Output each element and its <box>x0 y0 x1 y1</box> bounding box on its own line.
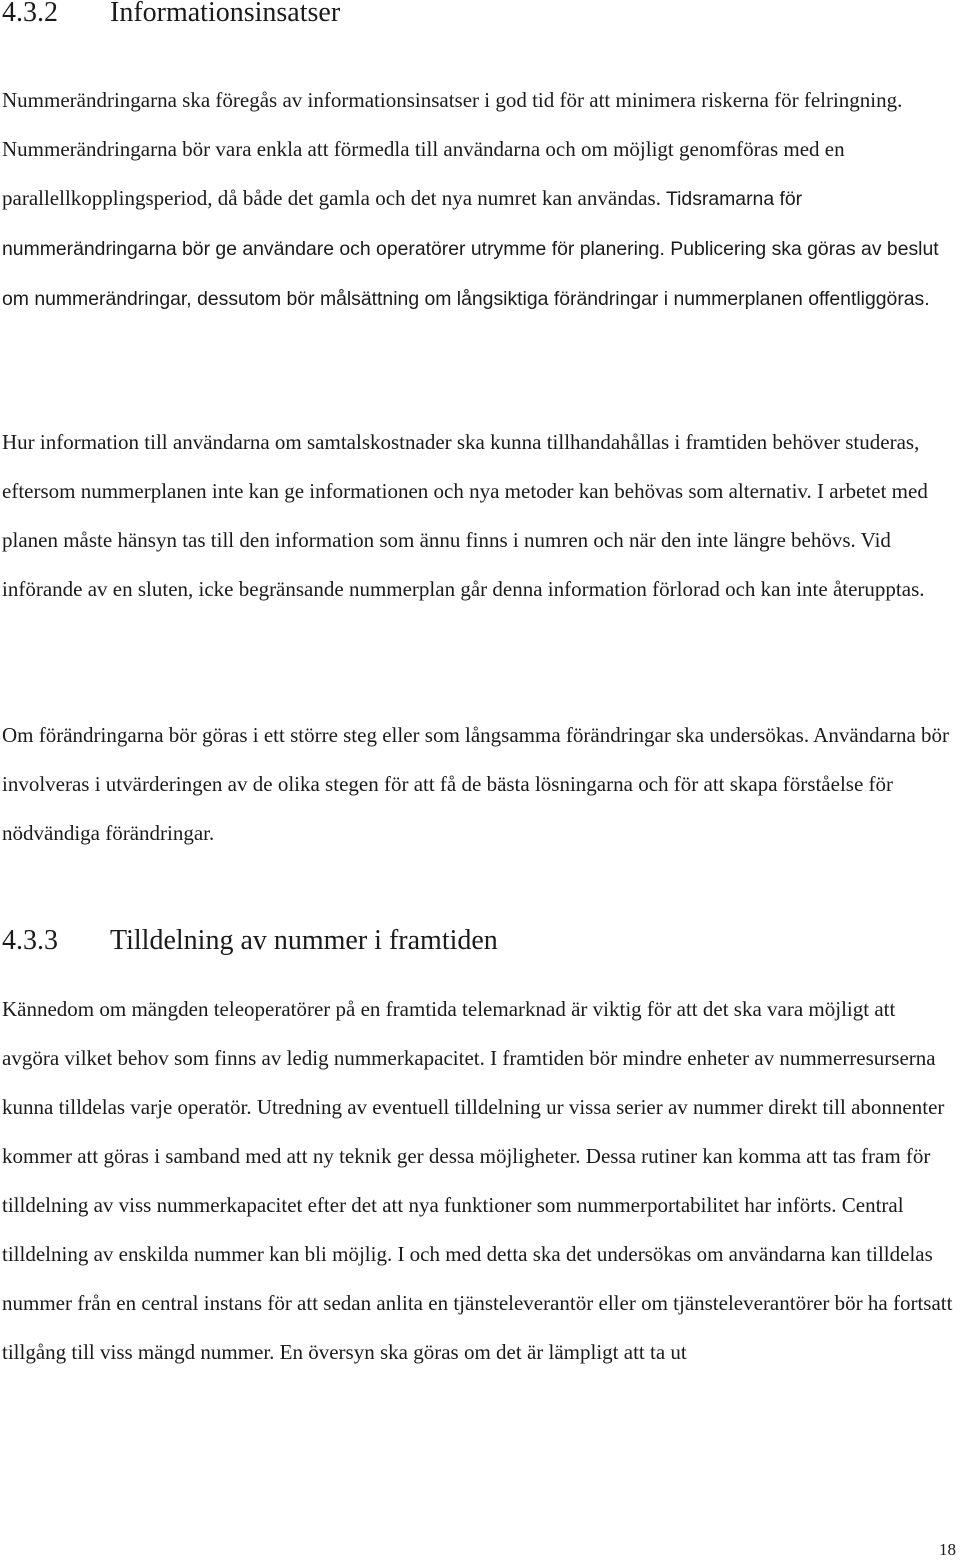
page-number: 18 <box>939 1540 956 1559</box>
paragraph-number-allocation: Kännedom om mängden teleoperatörer på en framtida telemarknad är viktig för att det ska vara möjligt att avgöra vilket behov som finns av ledig nummerkapacitet. I framtiden bör mindre enheter av nummerresurserna kunna tilldelas varje operatör. Utredning av eventuell tilldelning ur vissa serier av nummer direkt till abonnenter kommer att göras i samband med att ny teknik ger dessa möjligheter. Dessa rutiner kan komma att tas fram för tilldelning av viss nummerkapacitet efter det att nya funktioner som nummerportabilitet har införts. Central tilldelning av enskilda nummer kan bli möjlig. I och med detta ska det undersökas om användarna kan tilldelas nummer från en central instans för att sedan anlita en tjänsteleverantör eller om tjänsteleverantörer bör ha fortsatt tillgång till viss mängd nummer. En översyn ska göras om det är lämpligt att ta ut <box>2 997 953 1364</box>
section-number: 4.3.3 <box>2 925 58 956</box>
paragraph-text-sans: Tidsramarna för nummerändringarna bör ge användare och operatörer utrymme för planering. Publicering ska göras av beslut om nummerändringar, dessutom bör målsättning om långsiktiga förändringar i nummerplanen offentliggöras. <box>2 188 939 310</box>
paragraph-text: Nummerändringarna ska föregås av informationsinsatser i god tid för att minimera riskerna för felringning. Nummerändringarna bör vara enkla att förmedla till användarna och om möjligt genomföras med en parallellkopplingsperiod, då både det gamla och det nya numret kan användas. <box>2 88 903 210</box>
section-title: Tilldelning av nummer i framtiden <box>110 925 498 956</box>
section-heading-4-3-2 <box>2 0 340 30</box>
paragraph-cost-information: Hur information till användarna om samtalskostnader ska kunna tillhandahållas i framtiden behöver studeras, eftersom nummerplanen inte kan ge informationen och nya metoder kan behövas som alternativ. I arbetet med planen måste hänsyn tas till den information som ännu finns i numren och när den inte längre behövs. Vid införande av en sluten, icke begränsande nummerplan går denna information förlorad och kan inte återupptas. <box>2 430 928 601</box>
section-title: Informationsinsatser <box>110 0 341 28</box>
section-heading-4-3-3 <box>2 924 498 958</box>
paragraph-change-steps: Om förändringarna bör göras i ett större steg eller som långsamma förändringar ska undersökas. Användarna bör involveras i utvärderingen av de olika stegen för att få de bästa lösningarna och för att skapa förståelse för nödvändiga förändringar. <box>2 723 950 845</box>
paragraph-information-timing <box>2 76 957 324</box>
section-number: 4.3.2 <box>2 0 58 28</box>
